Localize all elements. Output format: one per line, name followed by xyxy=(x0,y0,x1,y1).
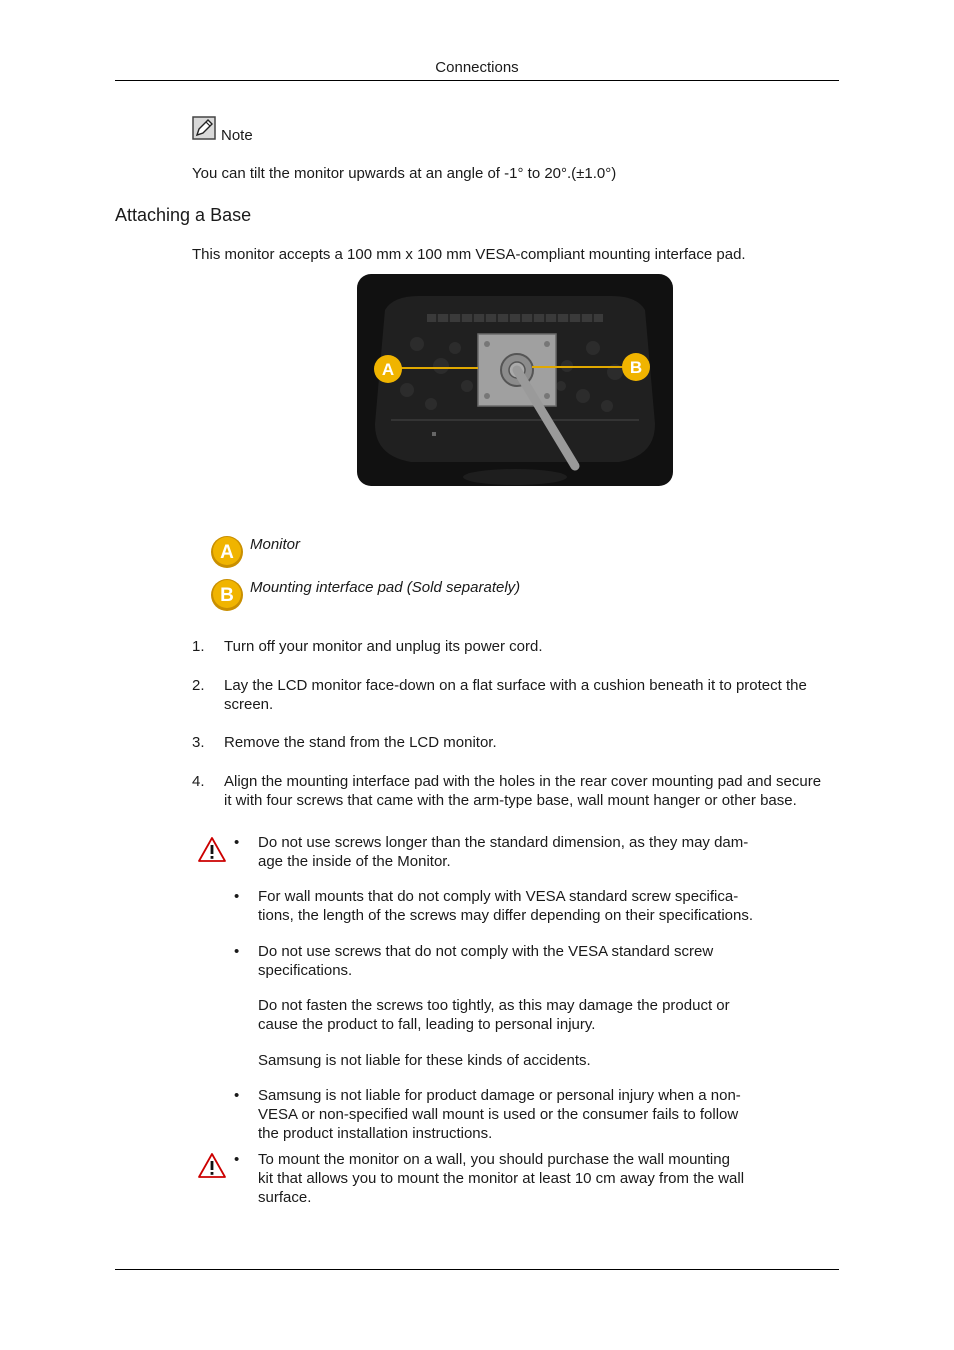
bullet-marker: • xyxy=(234,1087,240,1104)
header-rule xyxy=(115,80,839,81)
legend-label-mounting-pad: Mounting interface pad (Sold separately) xyxy=(250,579,521,596)
step-text: Lay the LCD monitor face-down on a flat surface with a cushion beneath it to protect the screen. xyxy=(224,677,807,713)
step-number: 1. xyxy=(192,638,205,655)
caution-item: Do not use screws longer than the standard dimension, as they may dam- age the inside of the Monitor. xyxy=(258,834,749,870)
step-number: 2. xyxy=(192,677,205,694)
caution-item: To mount the monitor on a wall, you should purchase the wall mounting kit that allows you to mount the monitor at least 10 cm away from the wall surface. xyxy=(258,1151,745,1206)
caution-item: For wall mounts that do not comply with VESA standard screw specifica- tions, the length of the screws may differ depending on their specifications. xyxy=(258,888,754,924)
step-number: 3. xyxy=(192,734,205,751)
bullet-marker: • xyxy=(234,943,240,960)
note-label: Note xyxy=(221,127,253,144)
note-icon xyxy=(192,116,216,140)
bullet-marker: • xyxy=(234,834,240,851)
footer-rule xyxy=(115,1269,839,1270)
figure-callout-b: B xyxy=(629,358,643,377)
page-header-title: Connections xyxy=(435,59,519,76)
badge-a-icon xyxy=(210,535,244,569)
monitor-back-figure xyxy=(357,274,673,486)
warning-icon xyxy=(197,1152,227,1179)
legend-label-monitor: Monitor xyxy=(250,536,301,553)
step-text: Align the mounting interface pad with the holes in the rear cover mounting pad and secure it with four screws that came with the arm-type base, wall mount hanger or other base. xyxy=(224,773,822,809)
badge-b-icon xyxy=(210,578,244,612)
step-text: Turn off your monitor and unplug its power cord. xyxy=(224,638,543,655)
section-title: Attaching a Base xyxy=(115,205,252,225)
bullet-marker: • xyxy=(234,1151,240,1168)
figure-callout-a: A xyxy=(381,360,395,379)
section-intro: This monitor accepts a 100 mm x 100 mm VESA-compliant mounting interface pad. xyxy=(192,246,746,263)
caution-item: Samsung is not liable for product damage or personal injury when a non- VESA or non-specified wall mount is used or the consumer fails to follow the product installation instructions. xyxy=(258,1087,741,1142)
note-text: You can tilt the monitor upwards at an angle of -1° to 20°.(±1.0°) xyxy=(192,165,617,182)
bullet-marker: • xyxy=(234,888,240,905)
warning-icon xyxy=(197,836,227,863)
step-text: Remove the stand from the LCD monitor. xyxy=(224,734,497,751)
caution-paragraph: Samsung is not liable for these kinds of accidents. xyxy=(258,1052,591,1069)
caution-paragraph: Do not fasten the screws too tightly, as this may damage the product or cause the product to fall, leading to personal injury. xyxy=(258,997,730,1033)
legend-badge-a-letter: A xyxy=(220,542,234,563)
caution-item: Do not use screws that do not comply with the VESA standard screw specifications. xyxy=(258,943,714,979)
step-number: 4. xyxy=(192,773,205,790)
legend-badge-b-letter: B xyxy=(220,585,234,606)
